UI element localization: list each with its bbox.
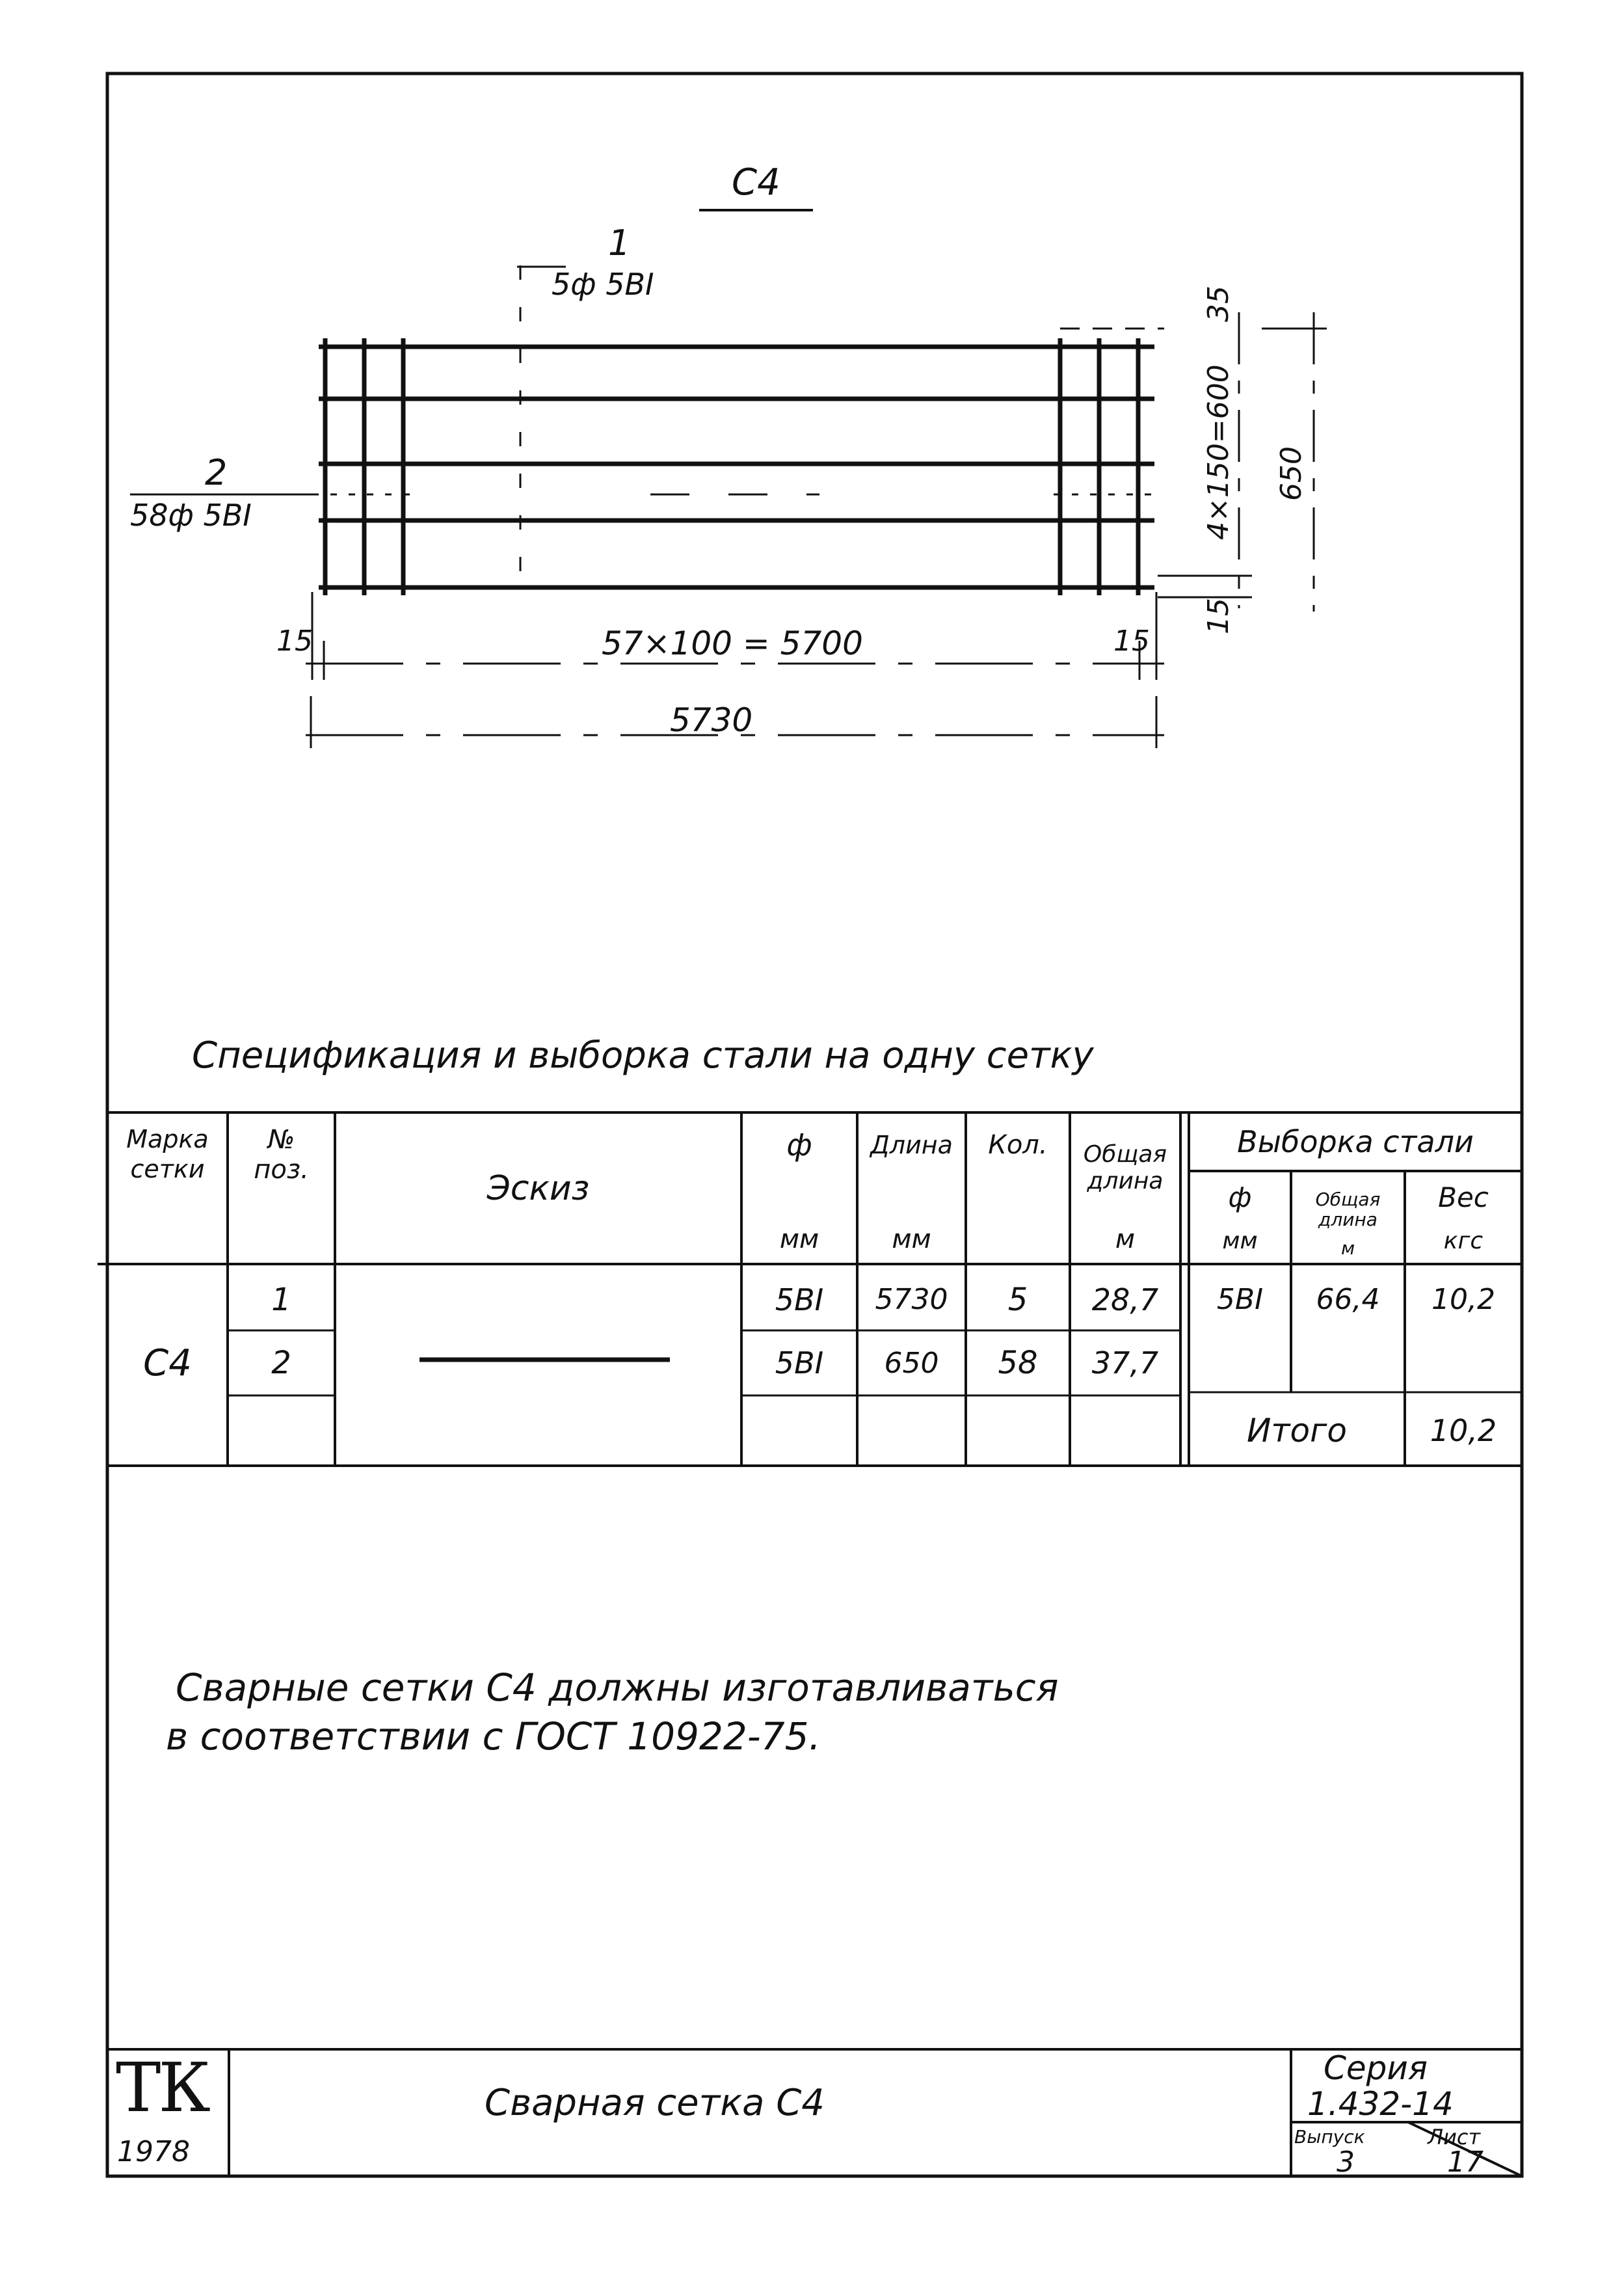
cell-sel-weight: 10,2 bbox=[1431, 1283, 1495, 1316]
stamp-title: Сварная сетка С4 bbox=[485, 2082, 825, 2124]
header-sel-weight: Вес bbox=[1438, 1181, 1489, 1213]
cell-total-1: 28,7 bbox=[1091, 1282, 1159, 1317]
header-mark bbox=[107, 1112, 228, 1197]
cell-sel-total: 66,4 bbox=[1316, 1283, 1380, 1316]
series-label: Серия bbox=[1324, 2049, 1428, 2087]
cell-total-2: 37,7 bbox=[1091, 1345, 1159, 1381]
header-sel-diam-unit: мм bbox=[1222, 1228, 1258, 1254]
dim-top-edge: 35 bbox=[1202, 286, 1235, 322]
header-selection: Выборка стали bbox=[1237, 1124, 1474, 1159]
header-pos-text: № поз. bbox=[254, 1125, 309, 1185]
mesh-drawing bbox=[130, 210, 1327, 748]
cell-sel-diam: 5BI bbox=[1216, 1283, 1264, 1316]
series-value: 1.432-14 bbox=[1307, 2085, 1454, 2123]
dim-right-edge: 15 bbox=[1113, 625, 1150, 658]
cell-diam-2: 5BI bbox=[775, 1345, 824, 1381]
header-total-length-unit: м bbox=[1115, 1224, 1136, 1254]
sheet-label: Лист bbox=[1428, 2125, 1481, 2149]
pos1-number: 1 bbox=[608, 222, 631, 263]
cell-qty-1: 5 bbox=[1007, 1281, 1028, 1318]
dim-bottom-edge: 15 bbox=[1202, 598, 1235, 634]
cell-mark: С4 bbox=[143, 1341, 192, 1384]
header-sketch: Эскиз bbox=[486, 1168, 590, 1208]
dim-vertical-spacing: 4×150=600 bbox=[1202, 364, 1235, 540]
header-total-length bbox=[1070, 1119, 1180, 1217]
cell-pos-2: 2 bbox=[271, 1345, 291, 1381]
cell-pos-1: 1 bbox=[271, 1281, 291, 1318]
header-sel-total-text: Общая длина bbox=[1315, 1189, 1381, 1230]
cell-length-1: 5730 bbox=[875, 1283, 948, 1316]
note-line-2: в соответствии с ГОСТ 10922-75. bbox=[166, 1714, 821, 1758]
header-sel-diam: ф bbox=[1228, 1181, 1252, 1213]
pos2-label: 58ф 5BI bbox=[130, 498, 252, 533]
header-qty: Кол. bbox=[988, 1130, 1048, 1160]
header-sel-total-unit: м bbox=[1340, 1237, 1355, 1259]
pos1-label: 5ф 5BI bbox=[552, 267, 654, 302]
dim-total-length: 5730 bbox=[670, 701, 753, 739]
header-pos bbox=[228, 1112, 335, 1197]
cell-total-label: Итого bbox=[1247, 1412, 1347, 1449]
cell-diam-1: 5BI bbox=[775, 1282, 824, 1317]
dim-left-edge: 15 bbox=[276, 625, 313, 658]
pos2-number: 2 bbox=[205, 452, 228, 493]
issue-label: Выпуск bbox=[1294, 2126, 1365, 2148]
cell-qty-2: 58 bbox=[998, 1345, 1038, 1381]
spec-title: Спецификация и выборка стали на одну сетку bbox=[192, 1034, 1094, 1077]
tk-logo: ТК bbox=[116, 2048, 208, 2127]
dim-spacing: 57×100 = 5700 bbox=[602, 625, 863, 662]
cell-total-value: 10,2 bbox=[1430, 1413, 1497, 1448]
sheet-value: 17 bbox=[1447, 2146, 1484, 2179]
header-diam: ф bbox=[786, 1127, 812, 1163]
note-line-1: Сварные сетки С4 должны изготавливаться bbox=[176, 1665, 1059, 1710]
header-sel-weight-unit: кгс bbox=[1443, 1228, 1484, 1254]
cell-length-2: 650 bbox=[884, 1346, 939, 1380]
header-length: Длина bbox=[870, 1131, 953, 1159]
header-total-length-text: Общая длина bbox=[1083, 1141, 1167, 1194]
dim-total-height: 650 bbox=[1275, 446, 1308, 501]
header-length-unit: мм bbox=[892, 1224, 931, 1254]
issue-value: 3 bbox=[1337, 2146, 1355, 2179]
header-diam-unit: мм bbox=[779, 1224, 819, 1254]
header-mark-text: Марка сетки bbox=[126, 1125, 209, 1183]
mark-title: С4 bbox=[732, 161, 780, 204]
stamp-year: 1978 bbox=[117, 2135, 190, 2168]
